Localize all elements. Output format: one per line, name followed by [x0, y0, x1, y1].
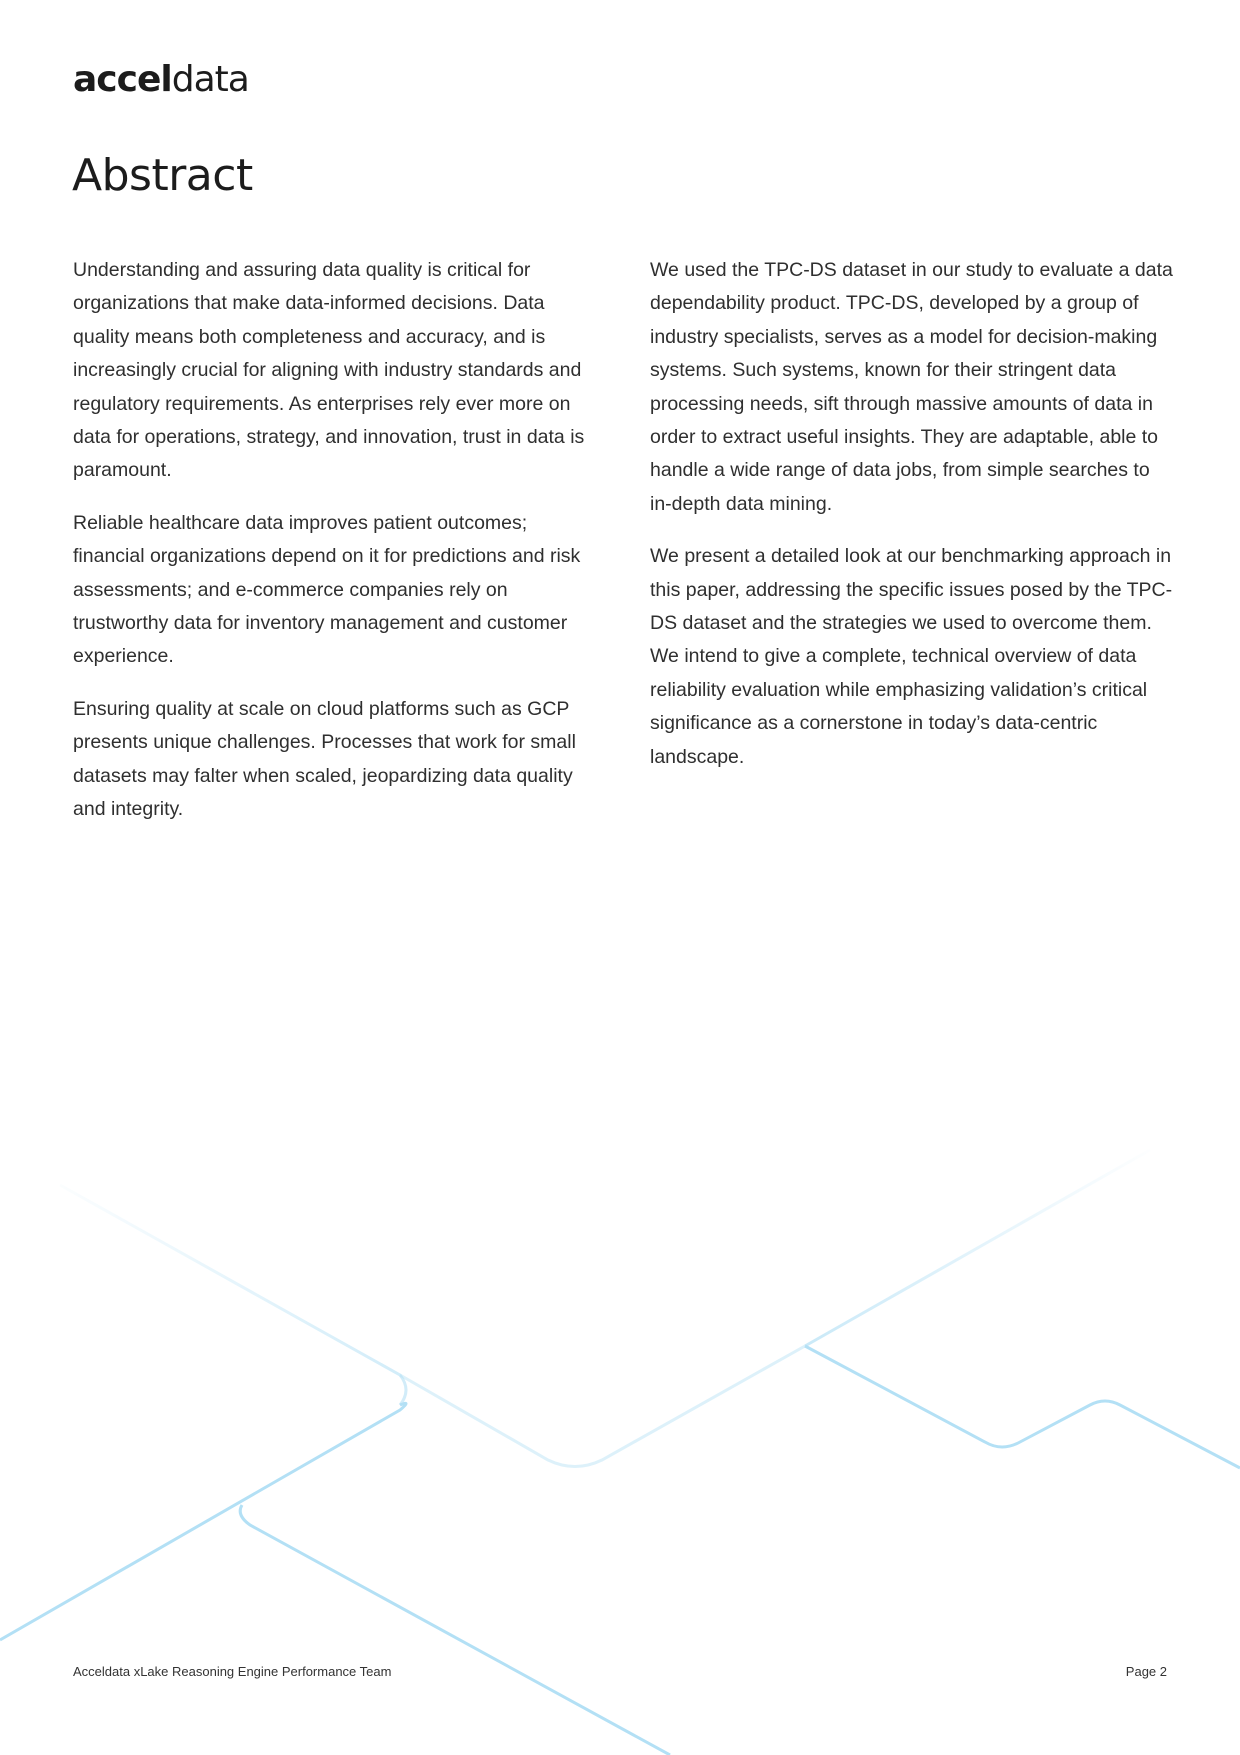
- decor-line-valley: [400, 1346, 805, 1467]
- footer-team-label: Acceldata xLake Reasoning Engine Performance Team: [73, 1664, 392, 1679]
- right-column: [650, 254, 1175, 793]
- decor-line-upper-right: [805, 1150, 1150, 1346]
- logo-bold-part: accel: [73, 59, 172, 100]
- paragraph: We present a detailed look at our benchmarking approach in this paper, addressing the specific issues posed by the TPC-DS dataset and the strategies we used to overcome them. We intend to give a complete, technical overview of data reliability evaluation while emphasizing validation’s critical significance as a cornerstone in today’s data-centric landscape.: [650, 545, 1173, 768]
- left-column: [73, 254, 593, 846]
- paragraph: Understanding and assuring data quality is critical for organizations that make data-informed decisions. Data quality means both completeness and accuracy, and is increasingly crucial for aligning with industry standards and regulatory requirements. As enterprises rely ever more on data for operations, strategy, and innovation, trust in data is paramount.: [73, 259, 585, 482]
- decor-line-upper-left: [60, 1185, 406, 1405]
- acceldata-logo: [73, 59, 249, 100]
- decor-line-left-diagonal: [0, 1403, 406, 1640]
- decor-line-lower-diagonal: [240, 1505, 670, 1755]
- footer-page-number: Page 2: [1125, 1664, 1167, 1679]
- paragraph: We used the TPC-DS dataset in our study to evaluate a data dependability product. TPC-DS, developed by a group of industry specialists, serves as a model for decision-making systems. Such systems, known for their stringent data processing needs, sift through massive amounts of data in order to extract useful insights. They are adaptable, able to handle a wide range of data jobs, from simple searches to in-depth data mining.: [650, 259, 1173, 515]
- paragraph: Ensuring quality at scale on cloud platforms such as GCP presents unique challenges. Processes that work for small datasets may falter when scaled, jeopardizing data quality and integrity.: [73, 697, 576, 821]
- page-title: Abstract: [72, 150, 253, 201]
- logo-light-part: data: [171, 59, 249, 100]
- decor-line-right-wave: [805, 1346, 1240, 1468]
- paragraph: Reliable healthcare data improves patient outcomes; financial organizations depend on it for predictions and risk assessments; and e-commerce companies rely on trustworthy data for inventory management and customer experience.: [73, 511, 581, 668]
